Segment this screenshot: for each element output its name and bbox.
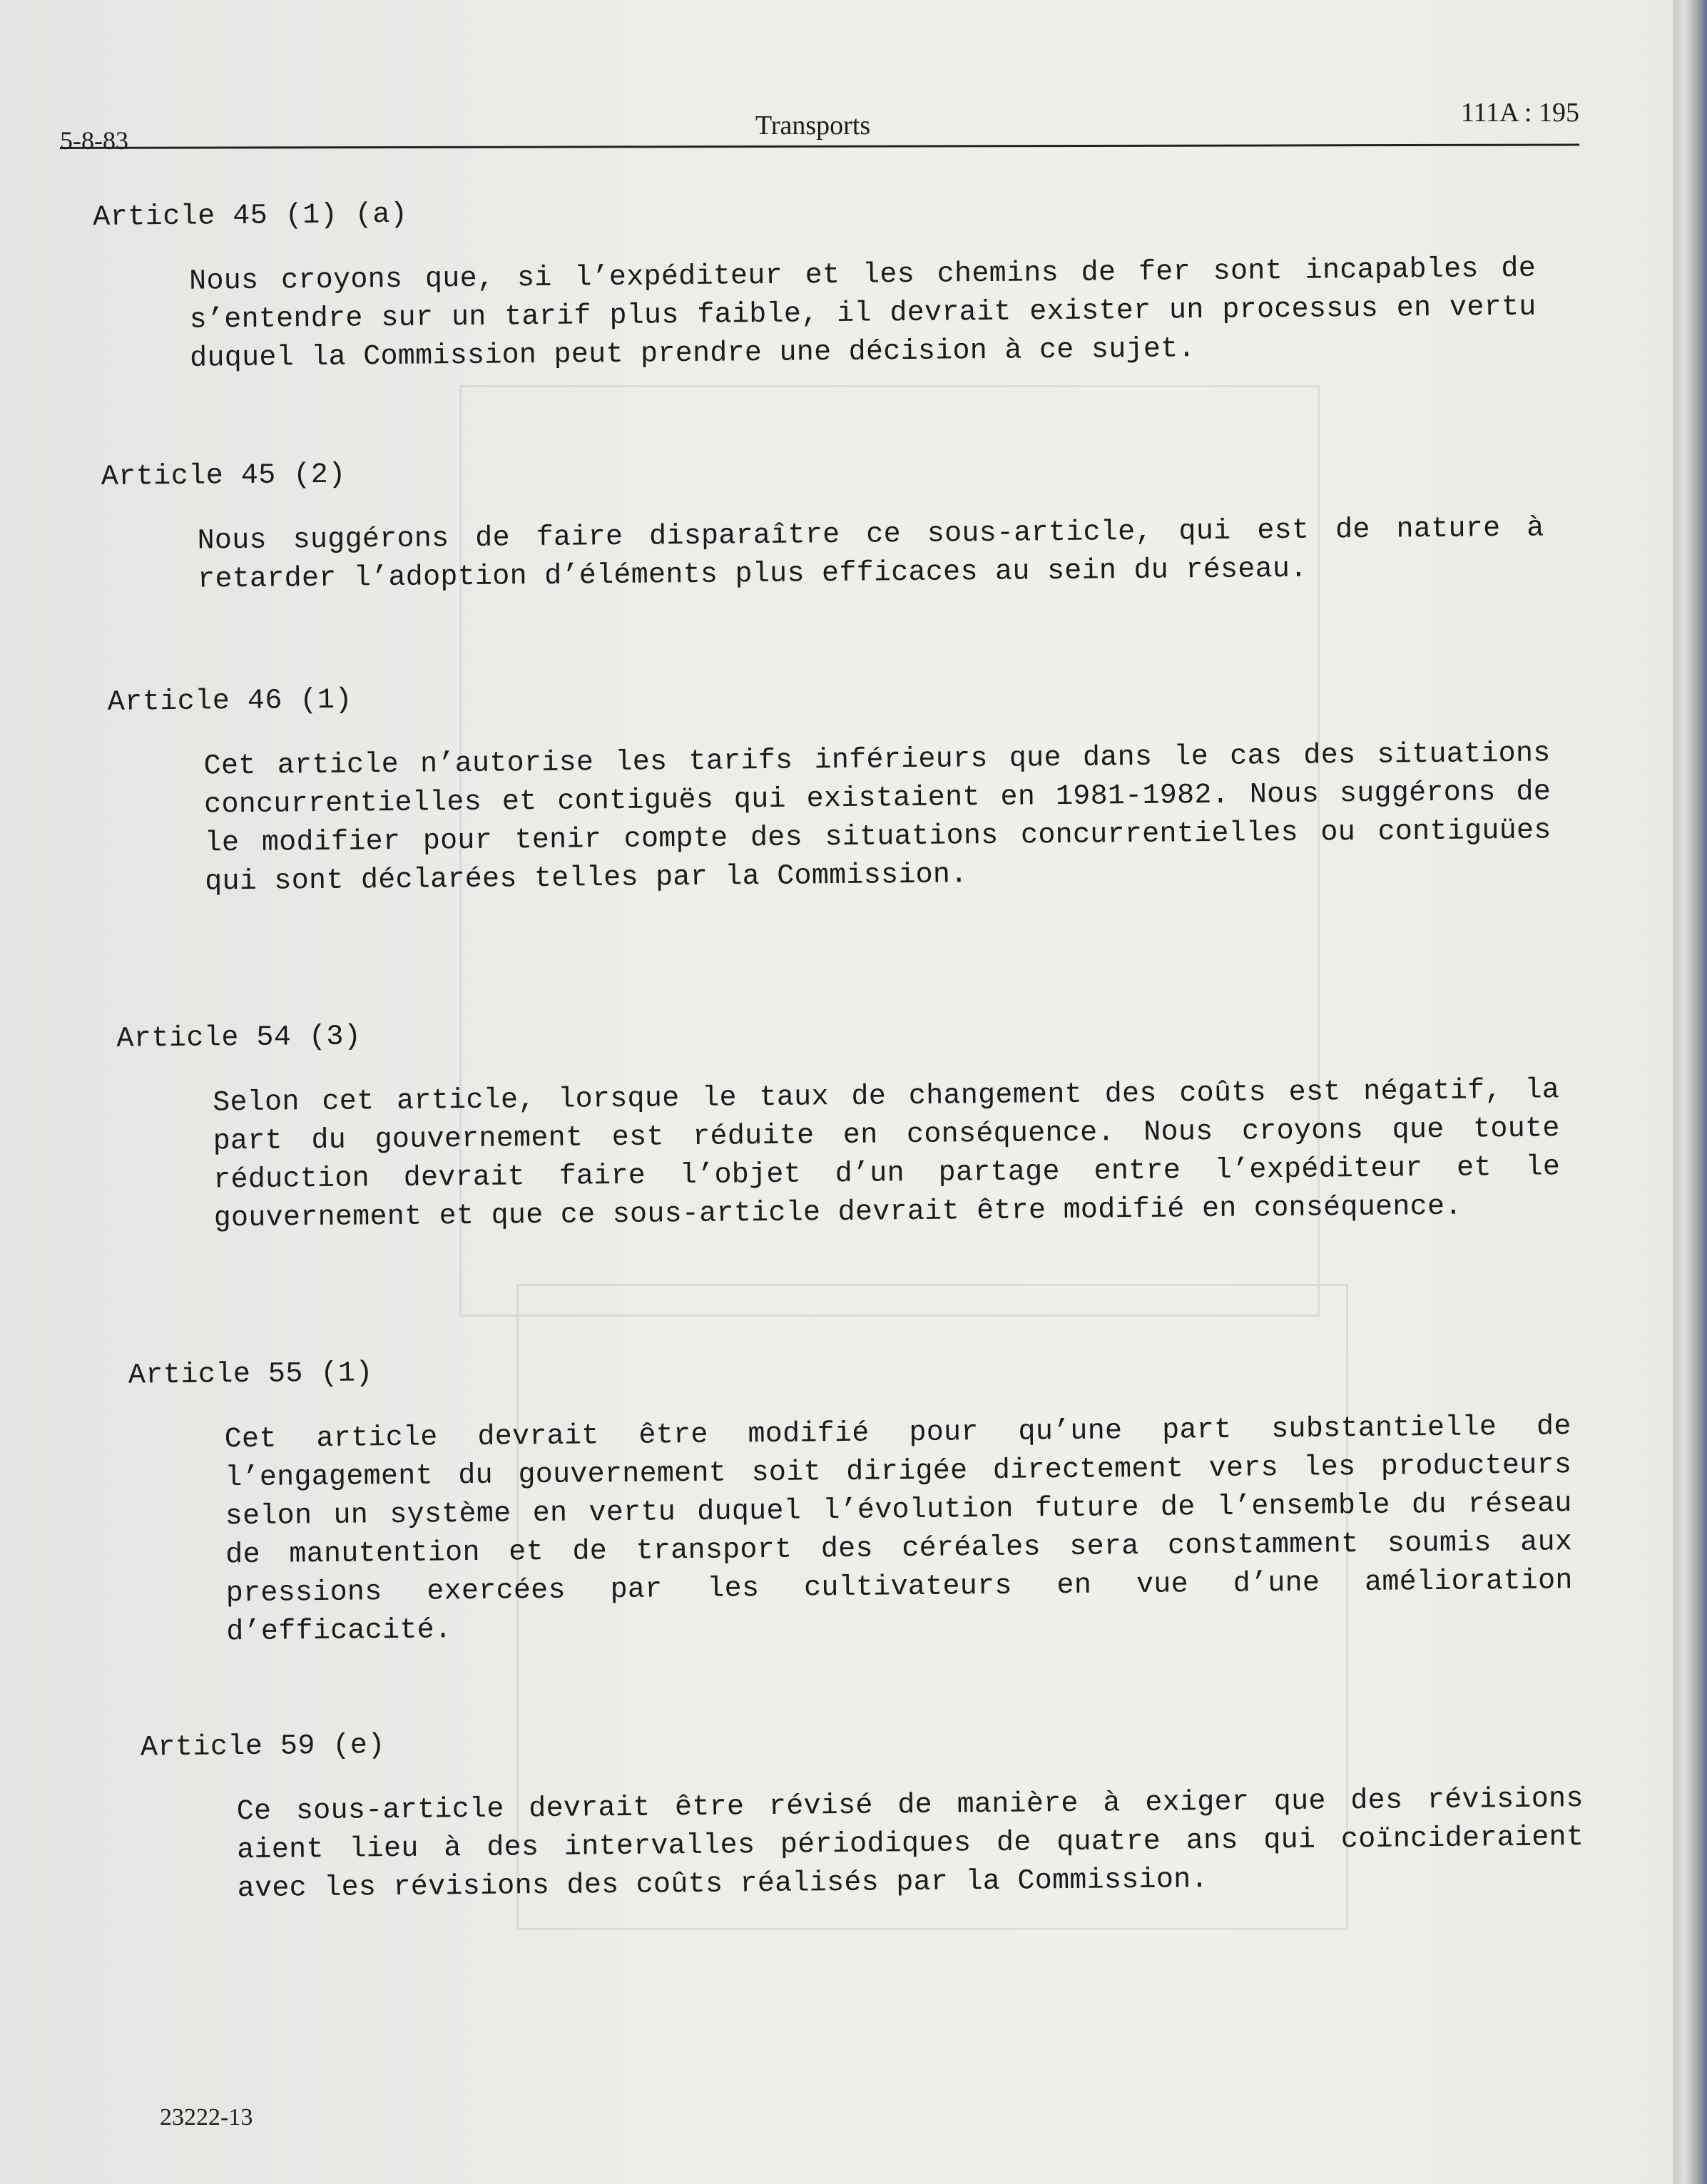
section-heading: Article 46 (1)	[107, 684, 353, 719]
section-article-55-1	[128, 1344, 1629, 1653]
document-body	[93, 181, 1598, 1906]
header-page-ref: 111A : 195	[1460, 98, 1579, 128]
section-heading: Article 45 (2)	[101, 459, 347, 494]
section-heading: Article 45 (1) (a)	[93, 198, 408, 234]
page-edge-shadow	[1673, 0, 1707, 2184]
section-article-45-1-a	[93, 187, 1592, 379]
section-article-45-2	[101, 447, 1601, 601]
section-heading: Article 54 (3)	[116, 1021, 362, 1056]
header-title: Transports	[755, 111, 871, 141]
section-paragraph: Cet article n’autorise les tarifs inférieurs que dans le cas des situations concurrentielles et contiguës qui existaient en 1981-1982. Nous suggérons de le modifier pour tenir compte des situations concurrentielles ou contiguües qui sont déclarées telles par la Commission.	[203, 738, 1551, 899]
section-article-54-3	[116, 1009, 1616, 1240]
section-paragraph: Ce sous-article devrait être révisé de manière à exiger que des révisions aient lieu à des intervalles périodiques de quatre ans qui coïncideraient avec les révisions des coûts réalisés par la Commission.	[236, 1783, 1584, 1906]
header-date: 5-8-83	[60, 126, 128, 155]
section-paragraph: Cet article devrait être modifié pour qu’une part substantielle de l’engagement du gouvernement soit dirigée directement vers les producteurs selon un système en vertu duquel l’évolution future de l’ensemble du réseau de manutention et de transport des céréales sera constamment soumis aux pressions exercées par les cultivateurs en vue d’une amélioration d’efficacité.	[224, 1411, 1573, 1649]
section-heading: Article 59 (e)	[140, 1730, 386, 1765]
section-paragraph: Selon cet article, lorsque le taux de changement des coûts est négatif, la part du gouvernement est réduite en conséquence. Nous croyons que toute réduction devrait faire l’objet d’un partage entre l’expéditeur et le gouvernement et que ce sous-article devrait être modifié en conséquence.	[213, 1074, 1561, 1235]
section-article-59-e	[141, 1717, 1640, 1909]
section-heading: Article 55 (1)	[128, 1357, 374, 1392]
section-article-46-1	[108, 672, 1608, 903]
section-paragraph: Nous suggérons de faire disparaître ce sous-article, qui est de nature à retarder l’adoption d’éléments plus efficaces au sein du réseau.	[197, 512, 1544, 596]
footer-code: 23222-13	[160, 2104, 253, 2131]
section-paragraph: Nous croyons que, si l’expéditeur et les chemins de fer sont incapables de s’entendre sur un tarif plus faible, il devrait exister un processus en vertu duquel la Commission peut prendre une décision à ce sujet.	[188, 252, 1537, 375]
